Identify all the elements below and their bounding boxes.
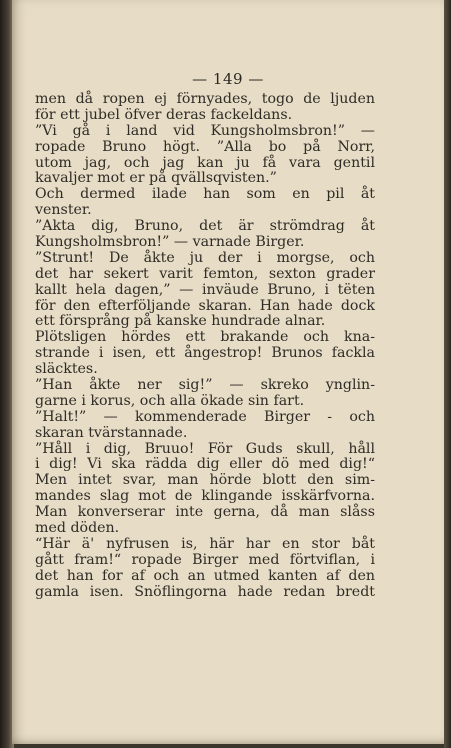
- text-line: det har sekert varit femton, sexton grader: [35, 265, 375, 282]
- text-line: venster.: [35, 202, 92, 219]
- text-line: släcktes.: [35, 361, 98, 378]
- text-line: kavaljer mot er på qvällsqvisten.”: [35, 170, 277, 187]
- text-line: utom jag, och jag kan ju få vara gentil: [35, 154, 375, 171]
- text-line: Plötsligen hördes ett brakande och kna-: [35, 329, 375, 346]
- text-line: med döden.: [35, 520, 120, 537]
- text-line: ”Akta dig, Bruno, det är strömdrag åt: [35, 218, 375, 235]
- text-line: för den efterföljande skaran. Han hade dock: [35, 297, 375, 314]
- text-line: kallt hela dagen,” — inväude Bruno, i tëten: [35, 281, 375, 298]
- text-line: det han for af och an utmed kanten af den: [35, 567, 375, 584]
- text-line: skaran tvärstannade.: [35, 424, 188, 441]
- text-line: ”Halt!” — kommenderade Birger - och: [35, 408, 375, 425]
- text-line: strande i isen, ett ångestrop! Brunos fackla: [35, 345, 375, 362]
- text-line: “Här ä' nyfrusen is, här har en stor båt: [35, 535, 375, 552]
- text-line: Men intet svar, man hörde blott den sim-: [35, 472, 375, 489]
- text-line: Man konverserar inte gerna, då man slåss: [35, 504, 375, 521]
- text-line: i dig! Vi ska rädda dig eller dö med dig!“: [35, 456, 375, 473]
- text-line: ett försprång på kanske hundrade alnar.: [35, 313, 326, 330]
- text-line: gamla isen. Snöflingorna hade redan bredt: [35, 583, 375, 600]
- text-line: Och dermed ilade han som en pil åt: [35, 186, 375, 203]
- page-number: — 149 —: [192, 70, 264, 88]
- text-line: men då ropen ej förnyades, togo de ljuden: [35, 91, 375, 107]
- text-line: för ett jubel öfver deras fackeldans.: [35, 106, 293, 123]
- page-text: [35, 92, 375, 601]
- text-line: gått fram!“ ropade Birger med förtviflan, i: [35, 551, 375, 568]
- text-line: mandes slag mot de klingande isskärfvorna.: [35, 488, 375, 505]
- text-line: ”Håll i dig, Bruuo! För Guds skull, håll: [35, 440, 375, 457]
- book-page: [12, 0, 444, 744]
- text-line: ropade Bruno högt. ”Alla bo på Norr,: [35, 138, 375, 155]
- page-edge: [444, 0, 451, 748]
- text-line: garne i korus, och alla ökade sin fart.: [35, 392, 305, 409]
- text-line: ”Vi gå i land vid Kungsholmsbron!” —: [35, 122, 375, 139]
- text-line: ”Han åkte ner sig!” — skreko ynglin-: [35, 377, 375, 394]
- text-line: Kungsholmsbron!” — varnade Birger.: [35, 234, 305, 251]
- text-line: ”Strunt! De åkte ju der i morgse, och: [35, 249, 375, 266]
